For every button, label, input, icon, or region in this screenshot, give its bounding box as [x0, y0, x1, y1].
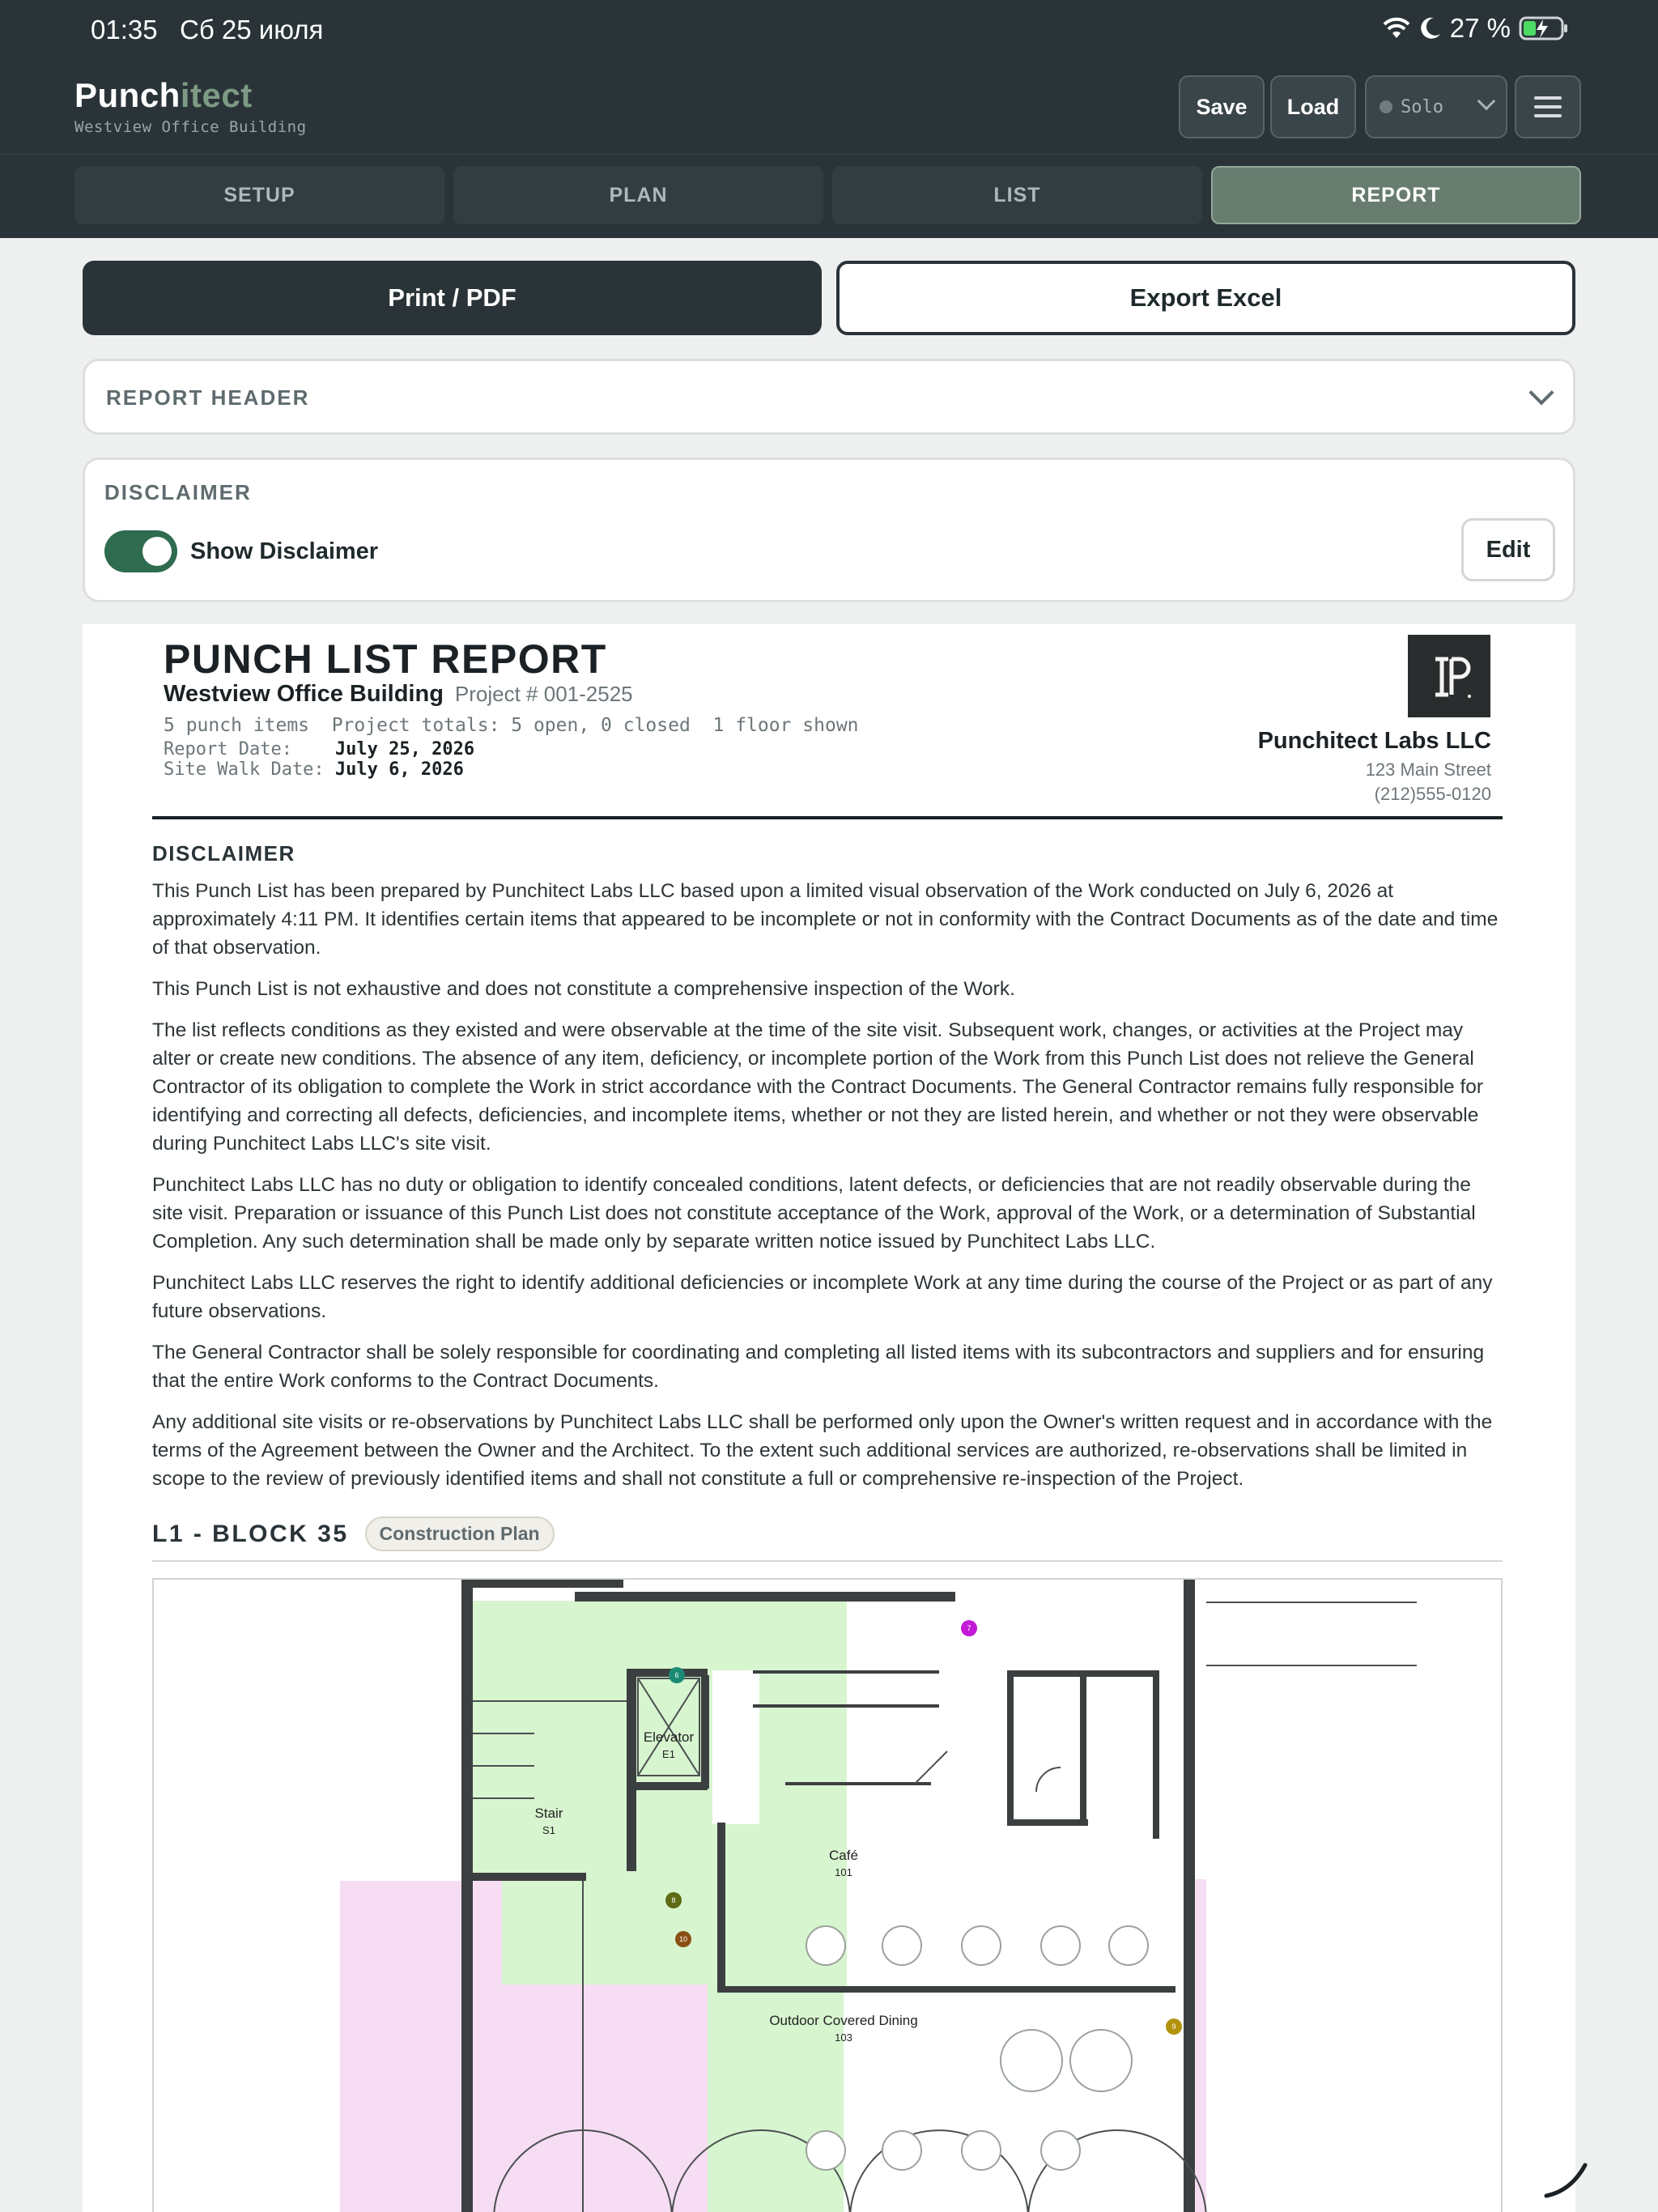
main-tabs [0, 154, 1658, 238]
restroom-zone [712, 1670, 759, 1824]
edit-disclaimer-button[interactable]: Edit [1461, 518, 1555, 581]
report-header-title: REPORT HEADER [106, 385, 310, 410]
disclaimer-body [152, 877, 1504, 1506]
room-number: E1 [662, 1748, 675, 1760]
cafe-zone [473, 1601, 847, 1989]
firm-info [1258, 728, 1491, 805]
disclaimer-paragraph: Punchitect Labs LLC has no duty or obligation to identify concealed conditions, latent defects, or deficiencies that are not readily observable during the site visit. Preparation or issuance of this Punch List does not constitute acceptance of the Work, approval of the Work, or a determination of Substantial Completion. Any such determination shall be made only by separate written notice issued by Punchitect Labs LLC. [152, 1174, 1476, 1253]
hamburger-icon [1534, 96, 1562, 100]
project-number: Project # 001-2525 [454, 682, 633, 706]
save-button[interactable]: Save [1179, 75, 1265, 138]
tab-setup[interactable]: SETUP [74, 166, 444, 224]
svg-text:6: 6 [674, 1671, 679, 1679]
show-disclaimer-toggle[interactable] [104, 530, 177, 572]
status-indicators [1382, 13, 1569, 44]
floor-section-header [152, 1516, 555, 1551]
punch-pin[interactable] [665, 1892, 682, 1908]
disclaimer-paragraph: This Punch List is not exhaustive and does not constitute a comprehensive inspection of the Work. [152, 978, 1015, 1000]
firm-logo-mark [1421, 648, 1477, 704]
disclaimer-paragraph: The General Contractor shall be solely responsible for coordinating and completing all listed items with its subcontractors and suppliers and for ensuring that the entire Work conforms to the Contract Documents. [152, 1342, 1485, 1392]
firm-logo [1408, 635, 1490, 717]
punch-pin[interactable] [961, 1620, 977, 1636]
pink-zone [340, 1881, 502, 2212]
app-header [0, 0, 1658, 154]
project-subtitle: Westview Office Building [74, 118, 307, 136]
moon-icon [1419, 16, 1442, 40]
export-excel-button[interactable]: Export Excel [836, 261, 1575, 335]
mode-select-value: Solo [1401, 96, 1443, 117]
project-name: Westview Office Building [164, 681, 444, 707]
tab-report[interactable]: REPORT [1211, 166, 1581, 224]
scroll-resize-icon[interactable] [1543, 2160, 1592, 2201]
mode-status-dot [1380, 100, 1392, 113]
floor-divider [152, 1560, 1503, 1562]
room-number: 101 [835, 1866, 852, 1878]
load-button[interactable]: Load [1270, 75, 1356, 138]
disclaimer-paragraph: Punchitect Labs LLC reserves the right to identify additional deficiencies or incomplete Work at any time during the course of the Project or as part of any future observations. [152, 1272, 1493, 1322]
svg-text:8: 8 [671, 1896, 676, 1904]
status-time: 01:35 [91, 15, 158, 45]
svg-text:10: 10 [678, 1935, 688, 1943]
status-bar [0, 0, 1658, 60]
room-name: Stair [534, 1806, 563, 1821]
battery-percent: 27 % [1449, 13, 1511, 43]
punch-pin[interactable] [675, 1931, 691, 1947]
room-number: S1 [542, 1824, 555, 1836]
tab-list[interactable]: LIST [832, 166, 1202, 224]
print-pdf-button[interactable]: Print / PDF [83, 261, 822, 335]
chevron-down-icon [1477, 92, 1496, 111]
svg-text:9: 9 [1171, 2023, 1176, 2031]
floor-plan [152, 1578, 1503, 2212]
site-walk-date: July 6, 2026 [334, 759, 464, 780]
disclaimer-heading: DISCLAIMER [152, 841, 295, 866]
report-date: July 25, 2026 [334, 739, 475, 759]
tab-plan[interactable]: PLAN [453, 166, 823, 224]
chevron-down-icon[interactable] [1528, 380, 1554, 405]
disclaimer-section-title: DISCLAIMER [104, 480, 252, 504]
battery-charging-icon [1519, 15, 1569, 41]
plan-type-badge: Construction Plan [365, 1516, 555, 1551]
disclaimer-paragraph: This Punch List has been prepared by Punchitect Labs LLC based upon a limited visual observation of the Work conducted on July 6, 2026 at approximately 4:11 PM. It identifies certain items that appeared to be incomplete or not in conformity with the Contract Documents as of the date and time of that observation. [152, 880, 1499, 959]
disclaimer-paragraph: The list reflects conditions as they existed and were observable at the time of the site visit. Subsequent work, changes, or activities at the Project may alter or create new conditions. The absence of any item, deficiency, or incomplete portion of the Work from this Punch List does not relieve the General Contractor of its obligation to complete the Work in strict accordance with the Contract Documents. The General Contractor remains fully responsible for identifying and correcting all defects, deficiencies, and incomplete items, whether or not they are listed herein, and whether or not they were observable during Punchitect Labs LLC's site visit. [152, 1019, 1484, 1155]
show-disclaimer-label: Show Disclaimer [190, 538, 379, 564]
status-date: Сб 25 июля [180, 15, 324, 45]
brand-logo-text: Punchitect [74, 76, 253, 114]
firm-name: Punchitect Labs LLC [1257, 728, 1491, 754]
room-name: Elevator [643, 1729, 695, 1745]
brand [74, 76, 307, 136]
toggle-knob [142, 537, 172, 566]
report-counts: 5 punch items Project totals: 5 open, 0 closed 1 floor shown [164, 715, 859, 736]
room-number: 103 [835, 2031, 852, 2044]
punch-pin[interactable] [1166, 2018, 1182, 2035]
report-dates: Report Date: July 25, 2026 Site Walk Date: July 6, 2026 [164, 739, 475, 780]
report-project-line [164, 681, 633, 708]
report-title: PUNCH LIST REPORT [164, 636, 607, 682]
firm-phone: (212)555-0120 [1374, 784, 1491, 804]
mode-select[interactable] [1365, 75, 1507, 138]
header-divider [152, 816, 1503, 819]
disclaimer-section [83, 457, 1575, 602]
floor-plan-drawing [154, 1580, 1503, 2212]
report-preview [83, 624, 1575, 2212]
room-name: Café [829, 1848, 858, 1863]
report-header-section[interactable] [83, 359, 1575, 435]
disclaimer-paragraph: Any additional site visits or re-observations by Punchitect Labs LLC shall be performed only upon the Owner's written request and in accordance with the terms of the Agreement between the Owner and the Architect. To the extent such additional services are authorized, re-observations shall be limited in scope to the review of previously identified items and shall not constitute a full or comprehensive re-inspection of the Project. [152, 1411, 1493, 1490]
firm-address: 123 Main Street [1365, 759, 1491, 780]
punch-pin[interactable] [669, 1667, 685, 1683]
menu-button[interactable] [1515, 75, 1581, 138]
wifi-icon [1382, 17, 1411, 40]
svg-text:7: 7 [967, 1624, 971, 1632]
floor-title: L1 - BLOCK 35 [152, 1520, 349, 1547]
room-name: Outdoor Covered Dining [769, 2013, 918, 2028]
